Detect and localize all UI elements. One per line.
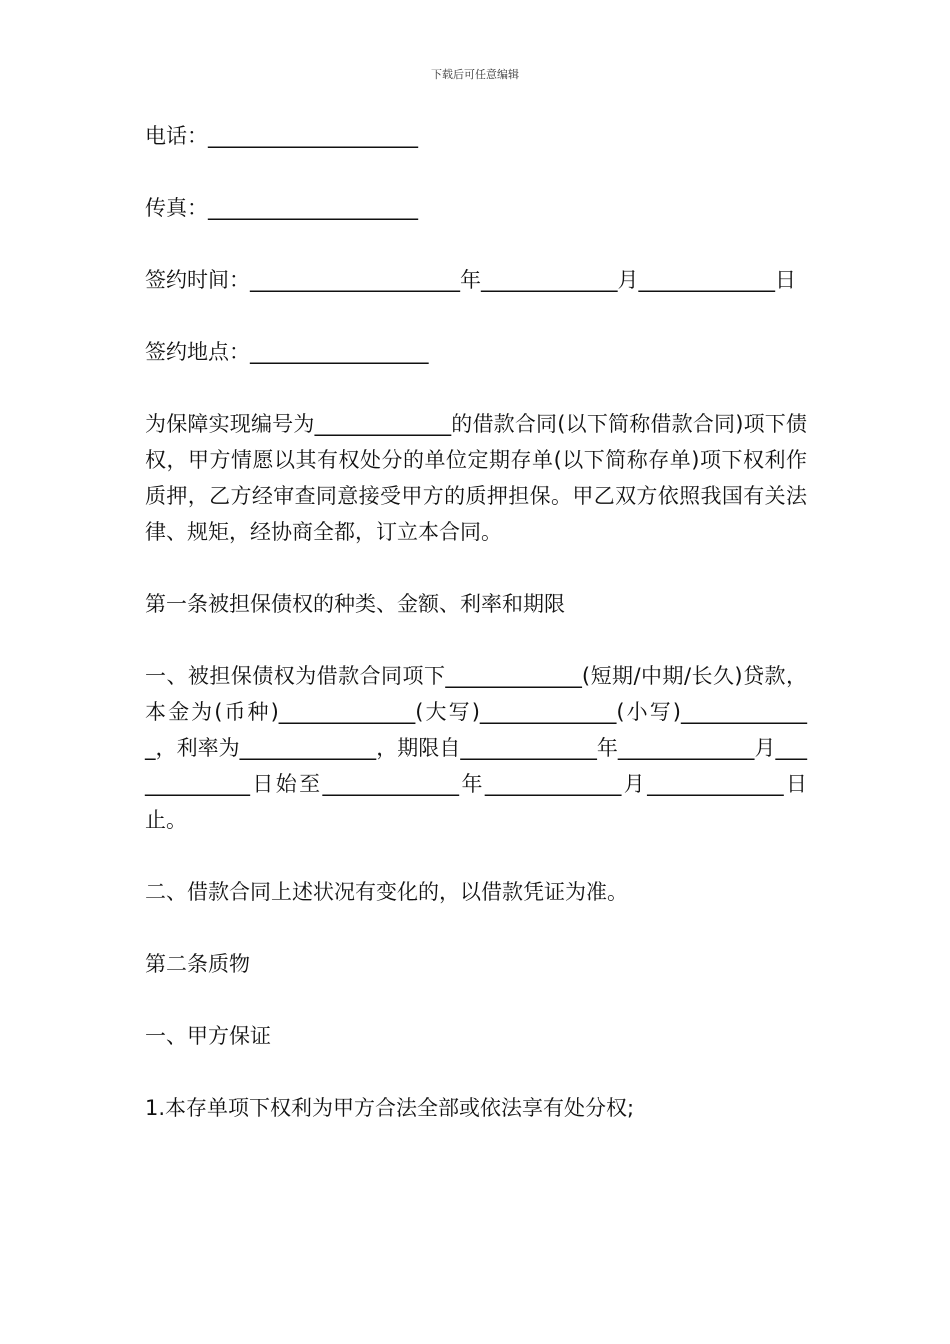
- document-body: [145, 118, 807, 1162]
- fax-line: 传真：____________________: [145, 196, 418, 220]
- article-2-point-1: 1.本存单项下权利为甲方合法全部或依法享有处分权;: [145, 1096, 635, 1120]
- article-1-item-1: 一、被担保债权为借款合同项下_____________(短期/中期/长久)贷款，本金为(币种)_____________(大写)_____________(小写)_____________，利率为_____________，期限自_____________年_____________月_____________日始至_____________年_____________月_____________日止。: [145, 664, 807, 832]
- article-1-title: 第一条被担保债权的种类、金额、利率和期限: [145, 592, 565, 616]
- article-1-item-2: 二、借款合同上述状况有变化的，以借款凭证为准。: [145, 880, 628, 904]
- phone-line: 电话：____________________: [145, 124, 418, 148]
- article-2-subsection-1: 一、甲方保证: [145, 1024, 271, 1048]
- signing-time-line: 签约时间：____________________年_____________月_____________日: [145, 268, 796, 292]
- article-2-title: 第二条质物: [145, 952, 250, 976]
- page-header-note: 下载后可任意编辑: [431, 68, 519, 81]
- preamble-paragraph: 为保障实现编号为_____________的借款合同(以下简称借款合同)项下债权，甲方情愿以其有权处分的单位定期存单(以下简称存单)项下权利作质押，乙方经审查同意接受甲方的质押担保。甲乙双方依照我国有关法律、规矩，经协商全都，订立本合同。: [145, 412, 807, 544]
- signing-place-line: 签约地点：_________________: [145, 340, 429, 364]
